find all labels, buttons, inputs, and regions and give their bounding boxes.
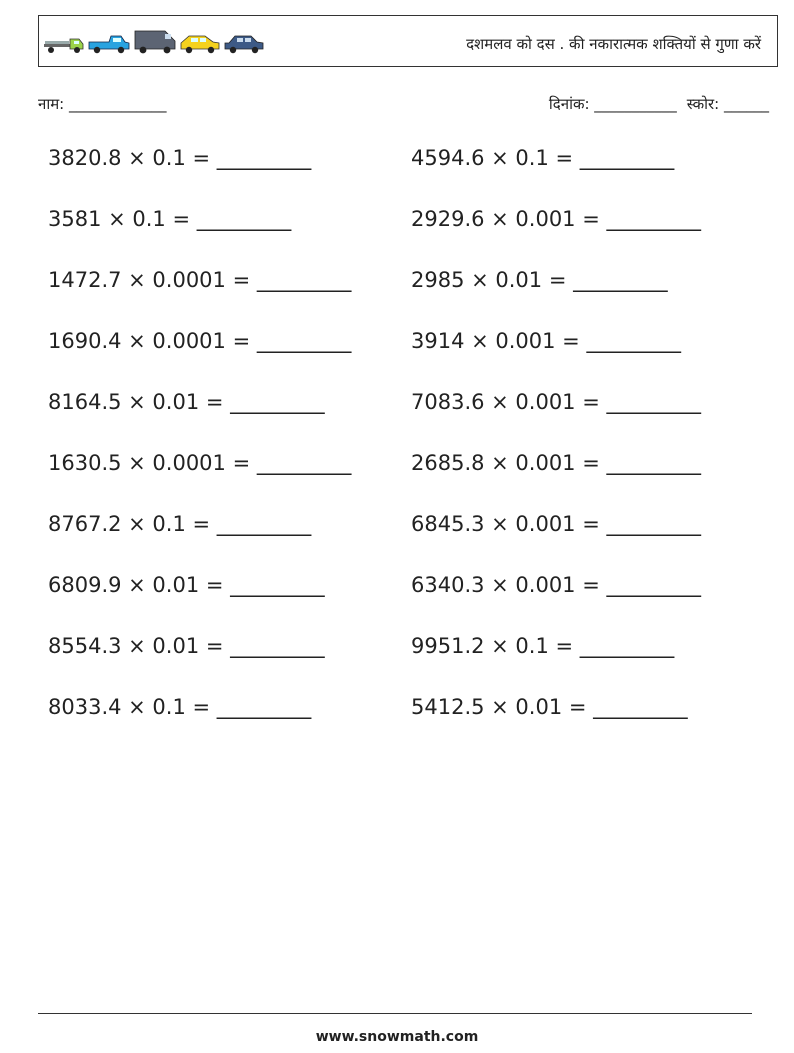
problem: 2929.6 × 0.001 = _________ <box>411 207 701 231</box>
problem: 8554.3 × 0.01 = _________ <box>48 634 325 658</box>
van-icon <box>133 27 177 55</box>
worksheet-title: दशमलव को दस . की नकारात्मक शक्तियों से गुणा करें <box>466 35 761 53</box>
problem-row <box>48 512 768 573</box>
date-score-fields <box>549 94 769 114</box>
problem-row <box>48 451 768 512</box>
problem-row <box>48 329 768 390</box>
problem: 5412.5 × 0.01 = _________ <box>411 695 688 719</box>
problem: 3820.8 × 0.1 = _________ <box>48 146 312 170</box>
problem: 6845.3 × 0.001 = _________ <box>411 512 701 536</box>
problem: 4594.6 × 0.1 = _________ <box>411 146 675 170</box>
problem-row <box>48 390 768 451</box>
name-field: नाम: _____________ <box>38 95 167 113</box>
problem: 6340.3 × 0.001 = _________ <box>411 573 701 597</box>
flatbed-truck-icon <box>43 31 85 55</box>
date-field: दिनांक: ___________ <box>548 95 677 113</box>
yellow-car-icon <box>179 31 221 55</box>
pickup-truck-icon <box>87 31 131 55</box>
problem-row <box>48 634 768 695</box>
problem: 7083.6 × 0.001 = _________ <box>411 390 701 414</box>
problem: 8164.5 × 0.01 = _________ <box>48 390 325 414</box>
vehicle-strip <box>43 25 265 55</box>
problem-row <box>48 695 768 756</box>
problem-grid <box>48 146 768 756</box>
problem: 1472.7 × 0.0001 = _________ <box>48 268 352 292</box>
problem: 2685.8 × 0.001 = _________ <box>411 451 701 475</box>
problem: 8033.4 × 0.1 = _________ <box>48 695 312 719</box>
score-field: स्कोर: ______ <box>686 95 769 113</box>
footer-divider <box>38 1013 752 1014</box>
problem: 3914 × 0.001 = _________ <box>411 329 681 353</box>
problem-row <box>48 207 768 268</box>
problem: 9951.2 × 0.1 = _________ <box>411 634 675 658</box>
problem: 1630.5 × 0.0001 = _________ <box>48 451 352 475</box>
problem: 6809.9 × 0.01 = _________ <box>48 573 325 597</box>
problem: 3581 × 0.1 = _________ <box>48 207 292 231</box>
problem: 1690.4 × 0.0001 = _________ <box>48 329 352 353</box>
blue-car-icon <box>223 31 265 55</box>
problem-row <box>48 146 768 207</box>
footer-website[interactable]: www.snowmath.com <box>315 1029 479 1045</box>
problem-row <box>48 268 768 329</box>
problem: 8767.2 × 0.1 = _________ <box>48 512 312 536</box>
problem: 2985 × 0.01 = _________ <box>411 268 668 292</box>
problem-row <box>48 573 768 634</box>
worksheet-header <box>38 15 778 67</box>
